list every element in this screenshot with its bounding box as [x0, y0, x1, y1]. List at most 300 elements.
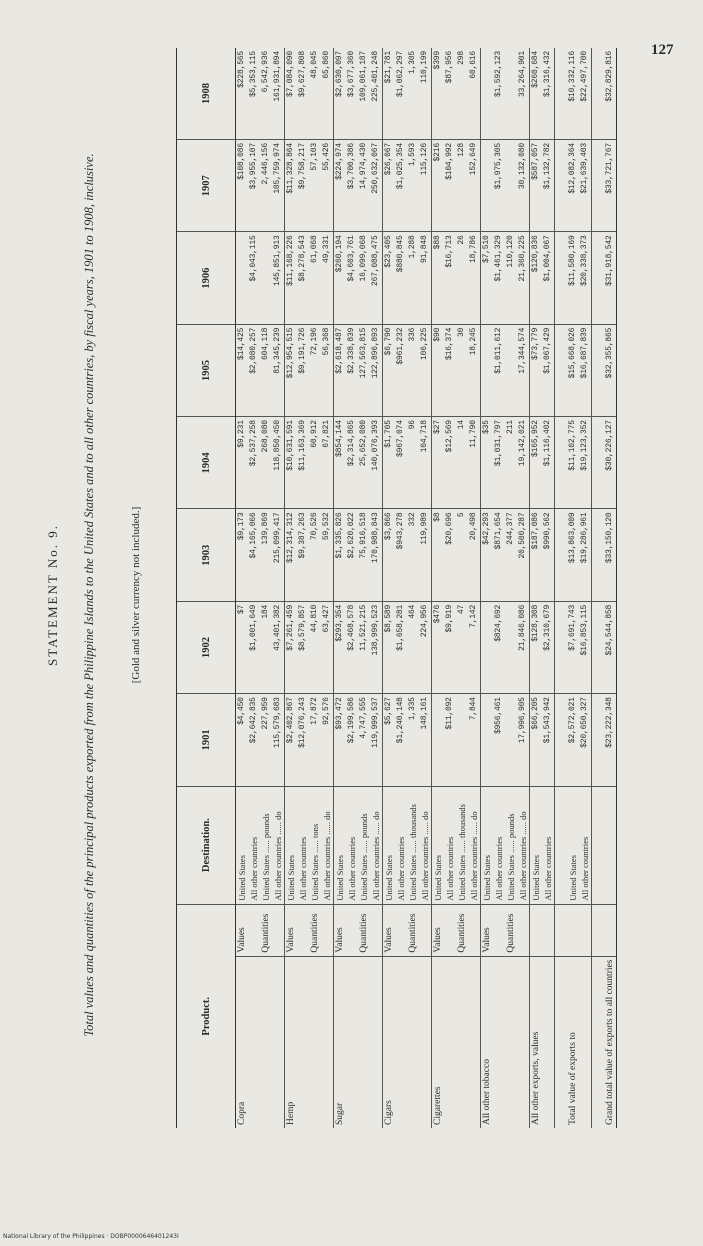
value-cell: 48,045 [309, 48, 321, 140]
value-cell: 70,526 [309, 509, 321, 601]
product-cell [297, 956, 309, 1128]
product-cell [542, 956, 555, 1128]
value-cell: 18,786 [468, 232, 481, 324]
value-cell: $399 [432, 48, 445, 140]
value-cell: 215,099,417 [272, 509, 285, 601]
spacer-cell [555, 232, 568, 324]
value-cell: $10,332,116 [567, 48, 579, 140]
value-cell: 161,931,894 [272, 48, 285, 140]
table-row [604, 48, 617, 1128]
product-cell [493, 956, 505, 1128]
value-cell: 17,344,574 [517, 324, 530, 416]
value-cell: 11,790 [468, 417, 481, 509]
table-row [517, 48, 530, 1128]
value-cell: 148,161 [419, 694, 432, 786]
spacer-cell [555, 904, 568, 956]
table-row [260, 48, 272, 1128]
column-header: Product. [177, 904, 236, 1128]
value-cell: 128 [456, 140, 468, 232]
value-cell: 81,345,239 [272, 324, 285, 416]
value-cell: $1,011,612 [493, 324, 505, 416]
value-cell: $9,231 [236, 417, 249, 509]
value-cell: 4,747,555 [358, 694, 370, 786]
value-cell: 250,632,067 [370, 140, 383, 232]
value-cell: $956,461 [493, 694, 505, 786]
measure-cell [419, 904, 432, 956]
value-cell: $2,630,097 [334, 48, 347, 140]
value-cell: $7,510 [481, 232, 494, 324]
value-cell: $5,627 [383, 694, 396, 786]
measure-cell: Quantities [407, 904, 419, 956]
value-cell: $10,631,591 [285, 417, 298, 509]
value-cell: 268,080 [260, 417, 272, 509]
value-cell [236, 232, 249, 324]
value-cell: $1,031,797 [493, 417, 505, 509]
destination-cell: United States [334, 786, 347, 904]
value-cell: $1,001,649 [248, 601, 260, 693]
value-cell: 60,912 [309, 417, 321, 509]
spacer-cell [592, 324, 605, 416]
spacer-row [555, 48, 568, 1128]
value-cell: $32,355,865 [604, 324, 617, 416]
measure-cell [530, 904, 543, 956]
value-cell: 211 [505, 417, 517, 509]
measure-cell: Values [383, 904, 396, 956]
value-cell [432, 694, 445, 786]
value-cell: 17,996,905 [517, 694, 530, 786]
value-cell: $12,314,312 [285, 509, 298, 601]
spacer-cell [592, 956, 605, 1128]
value-cell: $1,543,942 [542, 694, 555, 786]
table-row [481, 48, 494, 1128]
measure-cell [272, 904, 285, 956]
value-cell: 60,616 [468, 48, 481, 140]
value-cell: $11,102,775 [567, 417, 579, 509]
value-cell: $165,952 [530, 417, 543, 509]
value-cell: 267,088,475 [370, 232, 383, 324]
destination-cell: All other countries [444, 786, 456, 904]
value-cell: 184 [260, 601, 272, 693]
spacer-cell [555, 601, 568, 693]
value-cell: $108,086 [236, 140, 249, 232]
value-cell: 7,844 [468, 694, 481, 786]
value-cell: $9,758,217 [297, 140, 309, 232]
value-cell: $21,781 [383, 48, 396, 140]
value-cell: 110,199 [419, 48, 432, 140]
destination-cell: United States ...... tons [309, 786, 321, 904]
footer-credit: National Library of the Philippines · DOBP0000646401243I [3, 1233, 179, 1240]
value-cell [505, 48, 517, 140]
table-row [530, 48, 543, 1128]
product-cell [579, 956, 592, 1128]
spacer-cell [555, 694, 568, 786]
value-cell: $293,354 [334, 601, 347, 693]
value-cell: 109,061,187 [358, 48, 370, 140]
value-cell [481, 694, 494, 786]
value-cell: 118,850,450 [272, 417, 285, 509]
value-cell: $66,205 [530, 694, 543, 786]
value-cell: 20,498 [468, 509, 481, 601]
measure-cell [395, 904, 407, 956]
value-cell: $90 [432, 324, 445, 416]
table-row [236, 48, 249, 1128]
value-cell: 65,860 [321, 48, 334, 140]
destination-cell: United States [481, 786, 494, 904]
table-row [456, 48, 468, 1128]
value-cell: 20,500,287 [517, 509, 530, 601]
spacer-cell [592, 904, 605, 956]
column-header: 1905 [177, 324, 236, 416]
table-row [297, 48, 309, 1128]
spacer-cell [592, 694, 605, 786]
product-cell: All other exports, values [531, 1031, 541, 1125]
value-cell: $3,955,107 [248, 140, 260, 232]
value-cell: $187,086 [530, 509, 543, 601]
value-cell: $2,468,578 [346, 601, 358, 693]
value-cell: 104,718 [419, 417, 432, 509]
measure-cell [321, 904, 334, 956]
product-cell: Copra [237, 1101, 247, 1125]
value-cell: $12,082,364 [567, 140, 579, 232]
value-cell: $7,691,743 [567, 601, 579, 693]
value-cell: 49,331 [321, 232, 334, 324]
value-cell: $224,974 [334, 140, 347, 232]
value-cell: $1,025,354 [395, 140, 407, 232]
value-cell: $93,472 [334, 694, 347, 786]
value-cell: 43,401,382 [272, 601, 285, 693]
value-cell: $19,123,352 [579, 417, 592, 509]
value-cell [456, 694, 468, 786]
measure-cell: Values [236, 904, 249, 956]
destination-cell: United States ...... thousands [456, 786, 468, 904]
value-cell: 72,196 [309, 324, 321, 416]
value-cell: $587,057 [530, 140, 543, 232]
value-cell: 47 [456, 601, 468, 693]
rotated-page [8, 30, 658, 1160]
value-cell: 96 [407, 417, 419, 509]
exports-table [176, 48, 617, 1128]
column-header: 1907 [177, 140, 236, 232]
destination-cell: United States [383, 786, 396, 904]
table-row [567, 48, 579, 1128]
value-cell: $1,067,429 [542, 324, 555, 416]
value-cell: $1,132,782 [542, 140, 555, 232]
spacer-cell [592, 786, 605, 904]
value-cell: $104,992 [444, 140, 456, 232]
value-cell: $1,240,148 [395, 694, 407, 786]
product-cell [419, 956, 432, 1128]
value-cell: $27 [432, 417, 445, 509]
product-cell: Hemp [286, 1101, 296, 1125]
value-cell: 604,118 [260, 324, 272, 416]
value-cell: $1,705 [383, 417, 396, 509]
value-cell: 30,132,080 [517, 140, 530, 232]
value-cell: $1,004,067 [542, 232, 555, 324]
value-cell: 91,848 [419, 232, 432, 324]
value-cell: $8,278,543 [297, 232, 309, 324]
value-cell: 332 [407, 509, 419, 601]
value-cell: 14,974,430 [358, 140, 370, 232]
value-cell: 2,446,156 [260, 140, 272, 232]
value-cell: $7 [236, 601, 249, 693]
measure-cell [493, 904, 505, 956]
table-row [309, 48, 321, 1128]
value-cell: $11,168,226 [285, 232, 298, 324]
value-cell: 63,427 [321, 601, 334, 693]
value-cell: $854,144 [334, 417, 347, 509]
value-cell: $3,677,360 [346, 48, 358, 140]
value-cell: $8,579,857 [297, 601, 309, 693]
measure-cell: Values [285, 904, 298, 956]
product-cell: All other tobacco [482, 1059, 492, 1125]
value-cell: $20,338,373 [579, 232, 592, 324]
product-cell [407, 956, 419, 1128]
destination-cell: All other countries ...... do [517, 786, 530, 904]
value-cell: 56,368 [321, 324, 334, 416]
spacer-cell [555, 417, 568, 509]
value-cell: 61,068 [309, 232, 321, 324]
product-cell: Cigarettes [433, 1086, 443, 1125]
value-cell: $15,668,026 [567, 324, 579, 416]
destination-cell: United States ...... pounds [358, 786, 370, 904]
value-cell: $216 [432, 140, 445, 232]
column-header: 1901 [177, 694, 236, 786]
value-cell: $31,918,542 [604, 232, 617, 324]
value-cell: 44,810 [309, 601, 321, 693]
value-cell: 11,521,215 [358, 601, 370, 693]
value-cell: $24,544,858 [604, 601, 617, 693]
value-cell: $1,062,297 [395, 48, 407, 140]
value-cell: 1,593 [407, 140, 419, 232]
value-cell: $3,866 [383, 509, 396, 601]
value-cell: $16,853,115 [579, 601, 592, 693]
value-cell: $967,074 [395, 417, 407, 509]
product-cell [468, 956, 481, 1128]
value-cell: $19,286,961 [579, 509, 592, 601]
destination-cell: All other countries ...... do [468, 786, 481, 904]
value-cell: 6,542,936 [260, 48, 272, 140]
value-cell: 21,360,225 [517, 232, 530, 324]
value-cell: 67,821 [321, 417, 334, 509]
value-cell: $11,092 [444, 694, 456, 786]
value-cell: $12,076,243 [297, 694, 309, 786]
value-cell: $8,589 [383, 601, 396, 693]
measure-cell [297, 904, 309, 956]
value-cell: $120,836 [530, 232, 543, 324]
value-cell: $8 [432, 509, 445, 601]
measure-cell [468, 904, 481, 956]
value-cell: 33,264,901 [517, 48, 530, 140]
value-cell: 140,076,393 [370, 417, 383, 509]
product-cell [456, 956, 468, 1128]
product-cell: Total value of exports to [568, 1032, 578, 1125]
value-cell: $21,639,403 [579, 140, 592, 232]
column-header: 1902 [177, 601, 236, 693]
value-cell: $4,043,115 [248, 232, 260, 324]
destination-cell: All other countries [248, 786, 260, 904]
destination-cell: All other countries [297, 786, 309, 904]
value-cell: 110,120 [505, 232, 517, 324]
value-cell: $9,919 [444, 601, 456, 693]
table-row [419, 48, 432, 1128]
measure-cell [567, 904, 579, 956]
table-row [395, 48, 407, 1128]
value-cell: $260,194 [334, 232, 347, 324]
value-cell: $7,261,459 [285, 601, 298, 693]
measure-cell [517, 904, 530, 956]
value-cell: 5 [456, 509, 468, 601]
table-header-row [177, 48, 236, 1128]
column-header: Destination. [177, 786, 236, 904]
value-cell [505, 601, 517, 693]
destination-cell: All other countries ...... do [272, 786, 285, 904]
value-cell: $2,199,586 [346, 694, 358, 786]
table-row [285, 48, 298, 1128]
measure-cell: Quantities [358, 904, 370, 956]
measure-cell [579, 904, 592, 956]
spacer-cell [555, 324, 568, 416]
destination-cell: United States [530, 786, 543, 904]
value-cell: $5,353,115 [248, 48, 260, 140]
value-cell: $228,565 [236, 48, 249, 140]
measure-cell: Quantities [260, 904, 272, 956]
value-cell: $16,713 [444, 232, 456, 324]
value-cell: $73,779 [530, 324, 543, 416]
value-cell: 1,305 [407, 48, 419, 140]
value-cell: $1,975,305 [493, 140, 505, 232]
destination-cell: All other countries [579, 786, 592, 904]
value-cell: $880,845 [395, 232, 407, 324]
statement-title: Total values and quantities of the principal products exported from the Philippine Islands to the United States and to all other countries, by fiscal years, 1901 to 1908, inclusive. [82, 153, 96, 1037]
value-cell: 21,846,086 [517, 601, 530, 693]
value-cell: 106,225 [419, 324, 432, 416]
value-cell: $35 [481, 417, 494, 509]
value-cell: 225,401,248 [370, 48, 383, 140]
spacer-cell [555, 48, 568, 140]
value-cell: 119,999,537 [370, 694, 383, 786]
currency-note: [Gold and silver currency not included.] [130, 506, 142, 684]
value-cell: $11,163,369 [297, 417, 309, 509]
value-cell: 127,563,815 [358, 324, 370, 416]
column-header: 1906 [177, 232, 236, 324]
value-cell: $1,316,432 [542, 48, 555, 140]
value-cell: 298 [456, 48, 468, 140]
value-cell: $4,450 [236, 694, 249, 786]
spacer-row [592, 48, 605, 1128]
destination-cell: United States ...... pounds [505, 786, 517, 904]
product-cell [248, 956, 260, 1128]
value-cell: 336 [407, 324, 419, 416]
value-cell [505, 694, 517, 786]
value-cell: 14 [456, 417, 468, 509]
value-cell: 55,426 [321, 140, 334, 232]
destination-cell: All other countries ...... do [370, 786, 383, 904]
value-cell: $23,405 [383, 232, 396, 324]
table-body [236, 48, 617, 1128]
value-cell: $476 [432, 601, 445, 693]
product-cell [505, 956, 517, 1128]
value-cell: $824,692 [493, 601, 505, 693]
value-cell: $13,863,009 [567, 509, 579, 601]
value-cell: $2,080,257 [248, 324, 260, 416]
product-cell [346, 956, 358, 1128]
value-cell: 1,335 [407, 694, 419, 786]
value-cell: $26,067 [383, 140, 396, 232]
table-row [321, 48, 334, 1128]
value-cell [481, 601, 494, 693]
value-cell: $260,684 [530, 48, 543, 140]
value-cell: $2,402,867 [285, 694, 298, 786]
value-cell: 119,989 [419, 509, 432, 601]
destination-cell: United States [567, 786, 579, 904]
value-cell: $1,335,826 [334, 509, 347, 601]
value-cell: $943,278 [395, 509, 407, 601]
value-cell: 19,142,021 [517, 417, 530, 509]
value-cell: $20,650,327 [579, 694, 592, 786]
value-cell: 7,142 [468, 601, 481, 693]
product-cell [272, 956, 285, 1128]
spacer-cell [555, 509, 568, 601]
value-cell: $11,328,864 [285, 140, 298, 232]
value-cell: 18,245 [468, 324, 481, 416]
product-cell: Cigars [384, 1100, 394, 1125]
table-row [334, 48, 347, 1128]
measure-cell: Quantities [456, 904, 468, 956]
value-cell: 17,872 [309, 694, 321, 786]
table-row [383, 48, 396, 1128]
measure-cell [248, 904, 260, 956]
value-cell: $33,721,767 [604, 140, 617, 232]
destination-cell: United States [285, 786, 298, 904]
value-cell: $7,084,090 [285, 48, 298, 140]
table-row [358, 48, 370, 1128]
value-cell: $4,603,761 [346, 232, 358, 324]
value-cell [481, 324, 494, 416]
value-cell: $14,425 [236, 324, 249, 416]
value-cell: $87,956 [444, 48, 456, 140]
spacer-cell [555, 140, 568, 232]
column-header: 1908 [177, 48, 236, 140]
value-cell: $30,226,127 [604, 417, 617, 509]
value-cell: 105,759,974 [272, 140, 285, 232]
value-cell: $871,654 [493, 509, 505, 601]
value-cell: $9,627,808 [297, 48, 309, 140]
value-cell: $2,310,679 [542, 601, 555, 693]
value-cell: 75,916,518 [358, 509, 370, 601]
value-cell: 152,649 [468, 140, 481, 232]
value-cell: $1,658,281 [395, 601, 407, 693]
value-cell: $12,954,515 [285, 324, 298, 416]
product-cell: Grand total value of exports to all countries [604, 956, 617, 1128]
value-cell: $12,569 [444, 417, 456, 509]
product-cell [358, 956, 370, 1128]
value-cell: 115,126 [419, 140, 432, 232]
value-cell: $9,191,726 [297, 324, 309, 416]
table-row [493, 48, 505, 1128]
spacer-cell [592, 140, 605, 232]
destination-cell: All other countries [542, 786, 555, 904]
value-cell: $16,687,839 [579, 324, 592, 416]
table-row [468, 48, 481, 1128]
value-cell: $2,338,839 [346, 324, 358, 416]
table-row [505, 48, 517, 1128]
spacer-cell [592, 417, 605, 509]
value-cell: $42,293 [481, 509, 494, 601]
table-row [272, 48, 285, 1128]
value-cell [260, 232, 272, 324]
value-cell: $9,387,263 [297, 509, 309, 601]
table-row [346, 48, 358, 1128]
